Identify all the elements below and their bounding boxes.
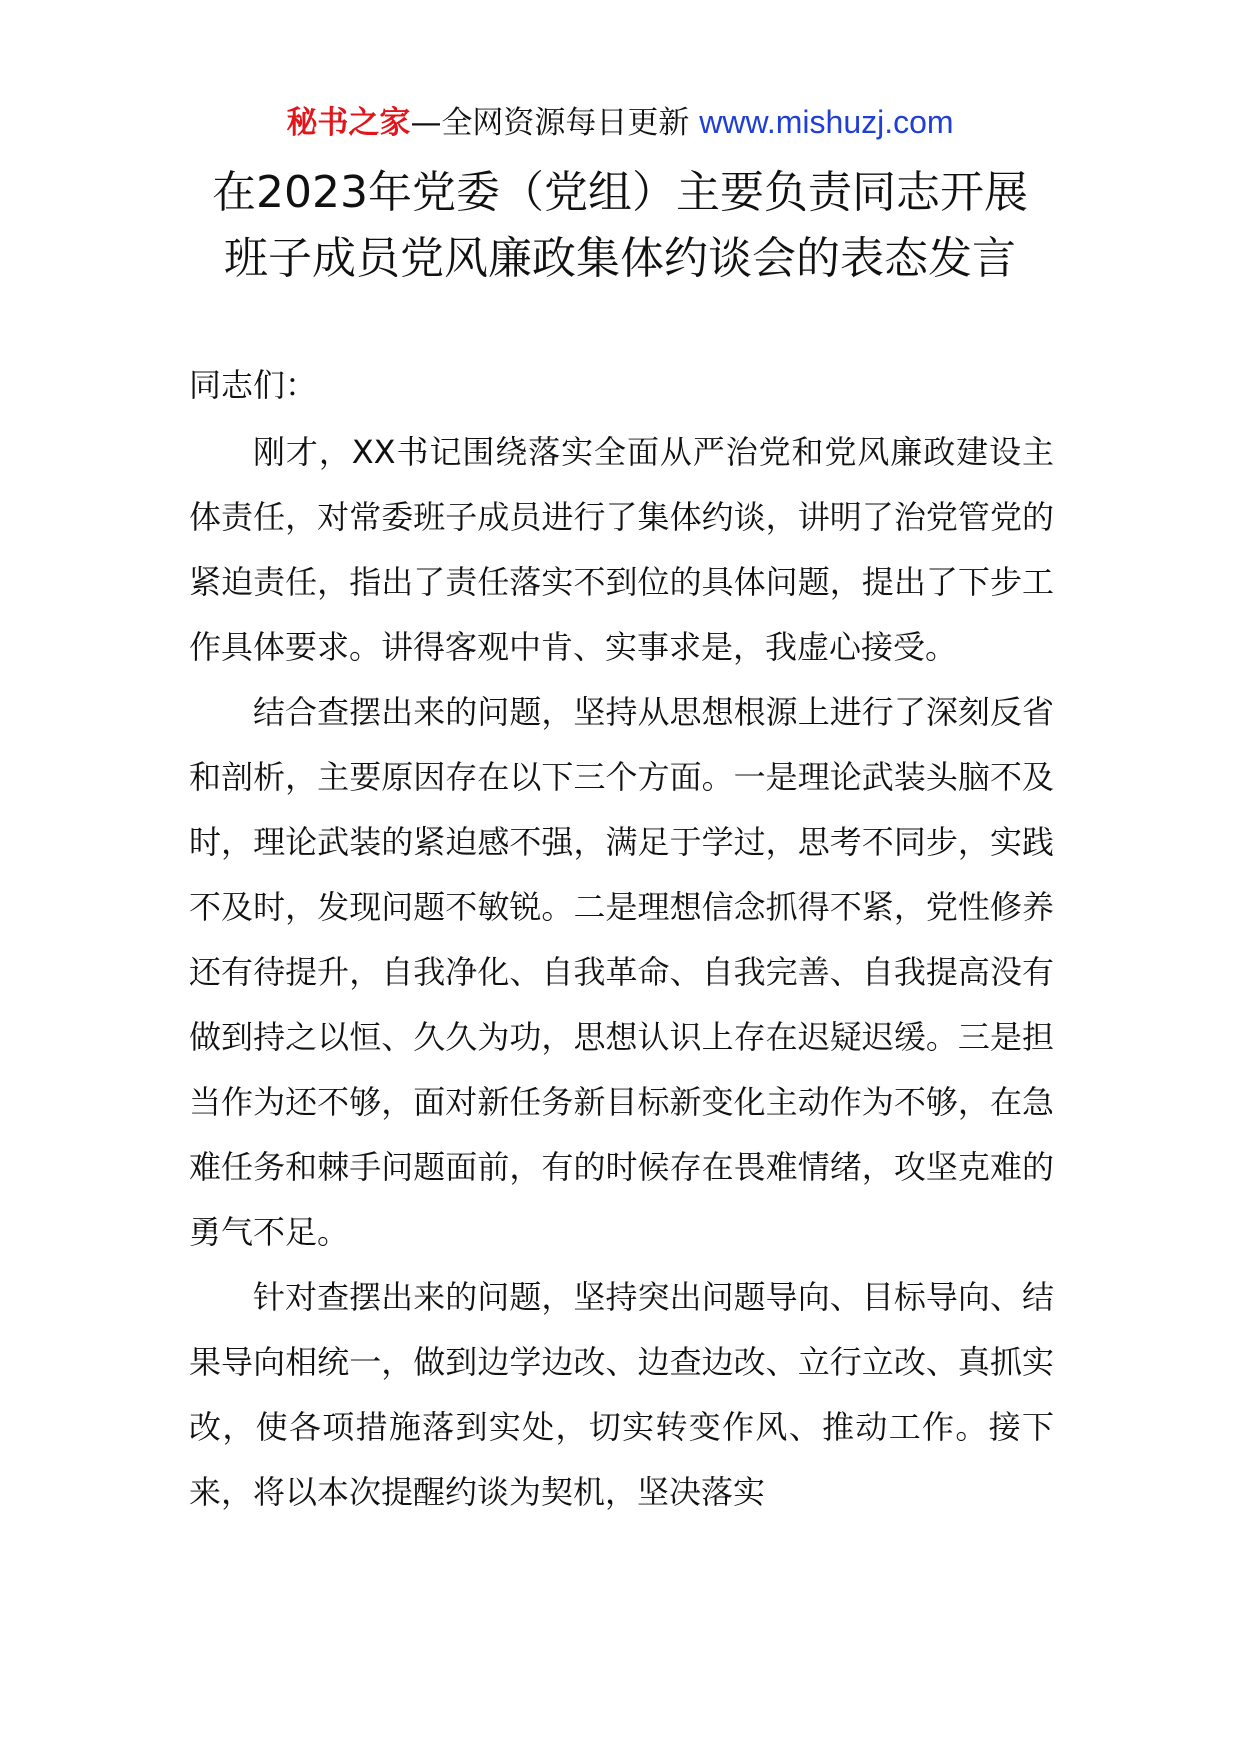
- paragraph-1: 刚才，XX书记围绕落实全面从严治党和党风廉政建设主体责任，对常委班子成员进行了集体约谈，讲明了治党管党的紧迫责任，指出了责任落实不到位的具体问题，提出了下步工作具体要求。讲得客观中肯、实事求是，我虚心接受。: [189, 433, 1054, 666]
- paragraph-3: 针对查摆出来的问题，坚持突出问题导向、目标导向、结果导向相统一，做到边学边改、边查边改、立行立改、真抓实改，使各项措施落到实处，切实转变作风、推动工作。接下来，将以本次提醒约谈为契机，坚决落实: [189, 1278, 1054, 1511]
- salutation: 同志们：: [189, 366, 318, 404]
- title-line-1: 在2023年党委（党组）主要负责同志开展: [212, 167, 1028, 218]
- site-url-link[interactable]: www.mishuzj.com: [699, 104, 954, 140]
- document-title: [120, 160, 1120, 292]
- paragraph-2: 结合查摆出来的问题，坚持从思想根源上进行了深刻反省和剖析，主要原因存在以下三个方面。一是理论武装头脑不及时，理论武装的紧迫感不强，满足于学过，思考不同步，实践不及时，发现问题不敏锐。二是理想信念抓得不紧，党性修养还有待提升，自我净化、自我革命、自我完善、自我提高没有做到持之以恒、久久为功，思想认识上存在迟疑迟缓。三是担当作为还不够，面对新任务新目标新变化主动作为不够，在急难任务和棘手问题面前，有的时候存在畏难情绪，攻坚克难的勇气不足。: [189, 693, 1054, 1251]
- title-line-2: 班子成员党风廉政集体约谈会的表态发言: [224, 233, 1016, 284]
- brand-name: 秘书之家: [286, 105, 411, 141]
- document-body: [189, 420, 1054, 1525]
- site-tagline: —全网资源每日更新: [410, 105, 700, 141]
- site-header: [0, 100, 1240, 145]
